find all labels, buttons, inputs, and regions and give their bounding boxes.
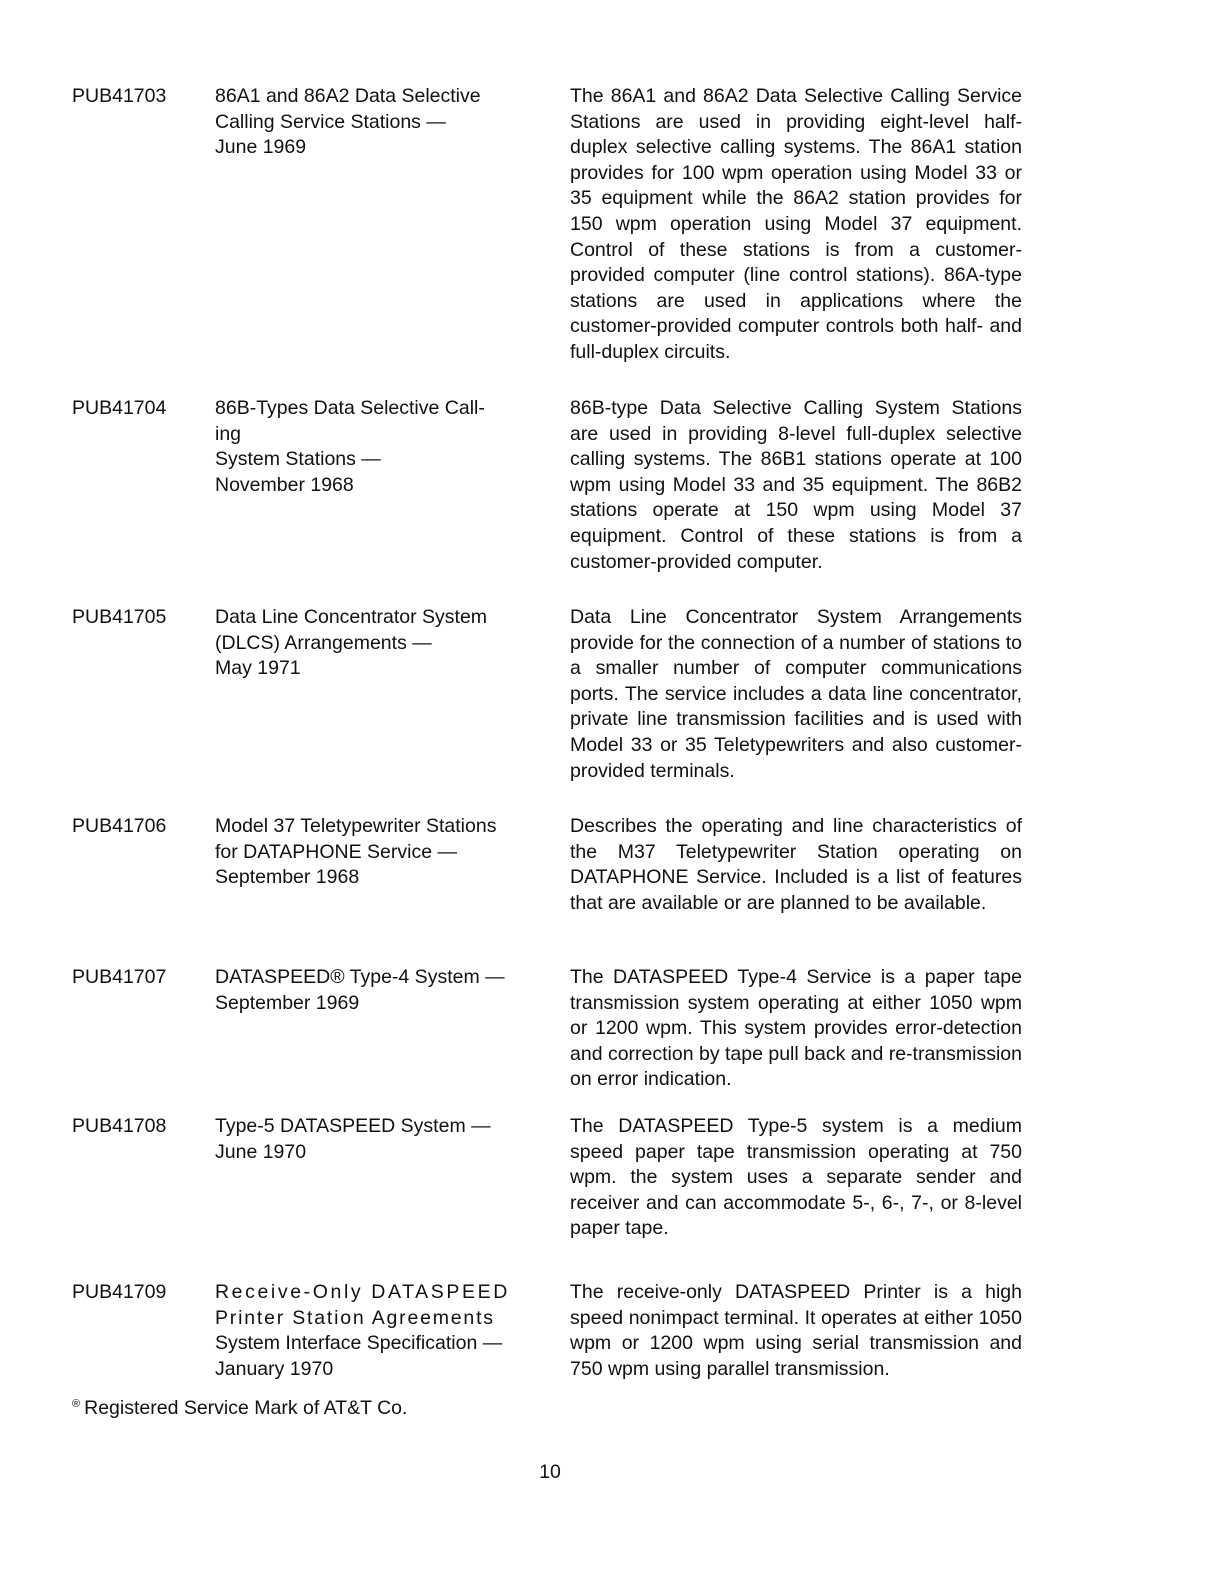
publication-description: Describes the operating and line characteristics of the M37 Teletypewriter Station operating on DATAPHONE Service. Included is a list of features that are available or are planned to be available. xyxy=(570,815,1022,914)
title-line: September 1968 xyxy=(215,866,360,889)
publication-number: PUB41705 xyxy=(72,606,167,628)
publication-description: The 86A1 and 86A2 Data Selective Calling Service Stations are used in providing eight-level half-duplex selective calling systems. The 86A1 station provides for 100 wpm operation using Model 33 or 35 equipment while the 86A2 station provides for 150 wpm operation using Model 37 equipment. Control of these stations is from a customer-provided computer (line control stations). 86A-type stations are used in applications where the customer-provided computer controls both half- and full-duplex circuits. xyxy=(570,85,1022,363)
registered-mark: ® xyxy=(72,1398,81,1410)
title-line: System Interface Specification — xyxy=(215,1332,503,1355)
title-line: January 1970 xyxy=(215,1357,334,1380)
title-line: September 1969 xyxy=(215,991,360,1014)
publication-number: PUB41707 xyxy=(72,966,167,988)
title-line: Calling Service Stations — xyxy=(215,110,446,133)
publication-title xyxy=(215,1114,535,1165)
footnote xyxy=(72,1392,407,1422)
publication-title xyxy=(215,1280,535,1382)
publication-title xyxy=(215,814,535,891)
publication-description: 86B-type Data Selective Calling System Stations are used in providing 8-level full-duplex selective calling systems. The 86B1 stations operate at 100 wpm using Model 33 and 35 equipment. The 86B2 stations operate at 150 wpm using Model 37 equipment. Control of these stations is from a customer-provided computer. xyxy=(570,397,1022,573)
title-line: November 1968 xyxy=(215,473,354,496)
title-line: (DLCS) Arrangements — xyxy=(215,631,432,654)
publication-title xyxy=(215,965,535,1016)
footnote-text: Registered Service Mark of AT&T Co. xyxy=(84,1397,408,1419)
publication-number: PUB41708 xyxy=(72,1115,167,1137)
publication-number: PUB41706 xyxy=(72,815,167,837)
title-line: June 1970 xyxy=(215,1140,307,1163)
publication-title xyxy=(215,605,535,682)
title-line: Receive-Only DATASPEED xyxy=(215,1281,510,1303)
title-line: Model 37 Teletypewriter Stations xyxy=(215,815,497,837)
publication-description: Data Line Concentrator System Arrangements provide for the connection of a number of stations to a smaller number of computer communications ports. The service includes a data line concentrator, private line transmission facilities and is used with Model 33 or 35 Teletypewriters and also customer-provided terminals. xyxy=(570,606,1022,782)
title-line: June 1969 xyxy=(215,136,307,159)
publication-title xyxy=(215,396,535,498)
title-line: DATASPEED® Type-4 System — xyxy=(215,966,505,988)
publication-number: PUB41709 xyxy=(72,1281,167,1303)
title-line: May 1971 xyxy=(215,657,301,680)
title-line: 86A1 and 86A2 Data Selective xyxy=(215,85,481,107)
publication-description: The DATASPEED Type-4 Service is a paper tape transmission system operating at either 1050 wpm or 1200 wpm. This system provides error-detection and correction by tape pull back and re-transmission on error indication. xyxy=(570,966,1022,1091)
publication-description: The receive-only DATASPEED Printer is a high speed nonimpact terminal. It operates at either 1050 wpm or 1200 wpm using serial transmission and 750 wpm using parallel transmission. xyxy=(570,1281,1022,1380)
title-line: Type-5 DATASPEED System — xyxy=(215,1115,491,1137)
title-line: System Stations — xyxy=(215,448,381,471)
page-number: 10 xyxy=(539,1461,561,1483)
publication-description: The DATASPEED Type-5 system is a medium speed paper tape transmission operating at 750 wpm. the system uses a separate sender and receiver and can accommodate 5-, 6-, 7-, or 8-level paper tape. xyxy=(570,1115,1022,1240)
title-line: Data Line Concentrator System xyxy=(215,606,488,628)
publication-number: PUB41704 xyxy=(72,397,167,419)
title-line: 86B-Types Data Selective Call- xyxy=(215,397,485,419)
title-line: Printer Station Agreements xyxy=(215,1306,495,1329)
title-line: for DATAPHONE Service — xyxy=(215,840,457,863)
title-line: ing xyxy=(215,422,242,445)
publication-number: PUB41703 xyxy=(72,85,167,107)
publication-title xyxy=(215,84,535,161)
